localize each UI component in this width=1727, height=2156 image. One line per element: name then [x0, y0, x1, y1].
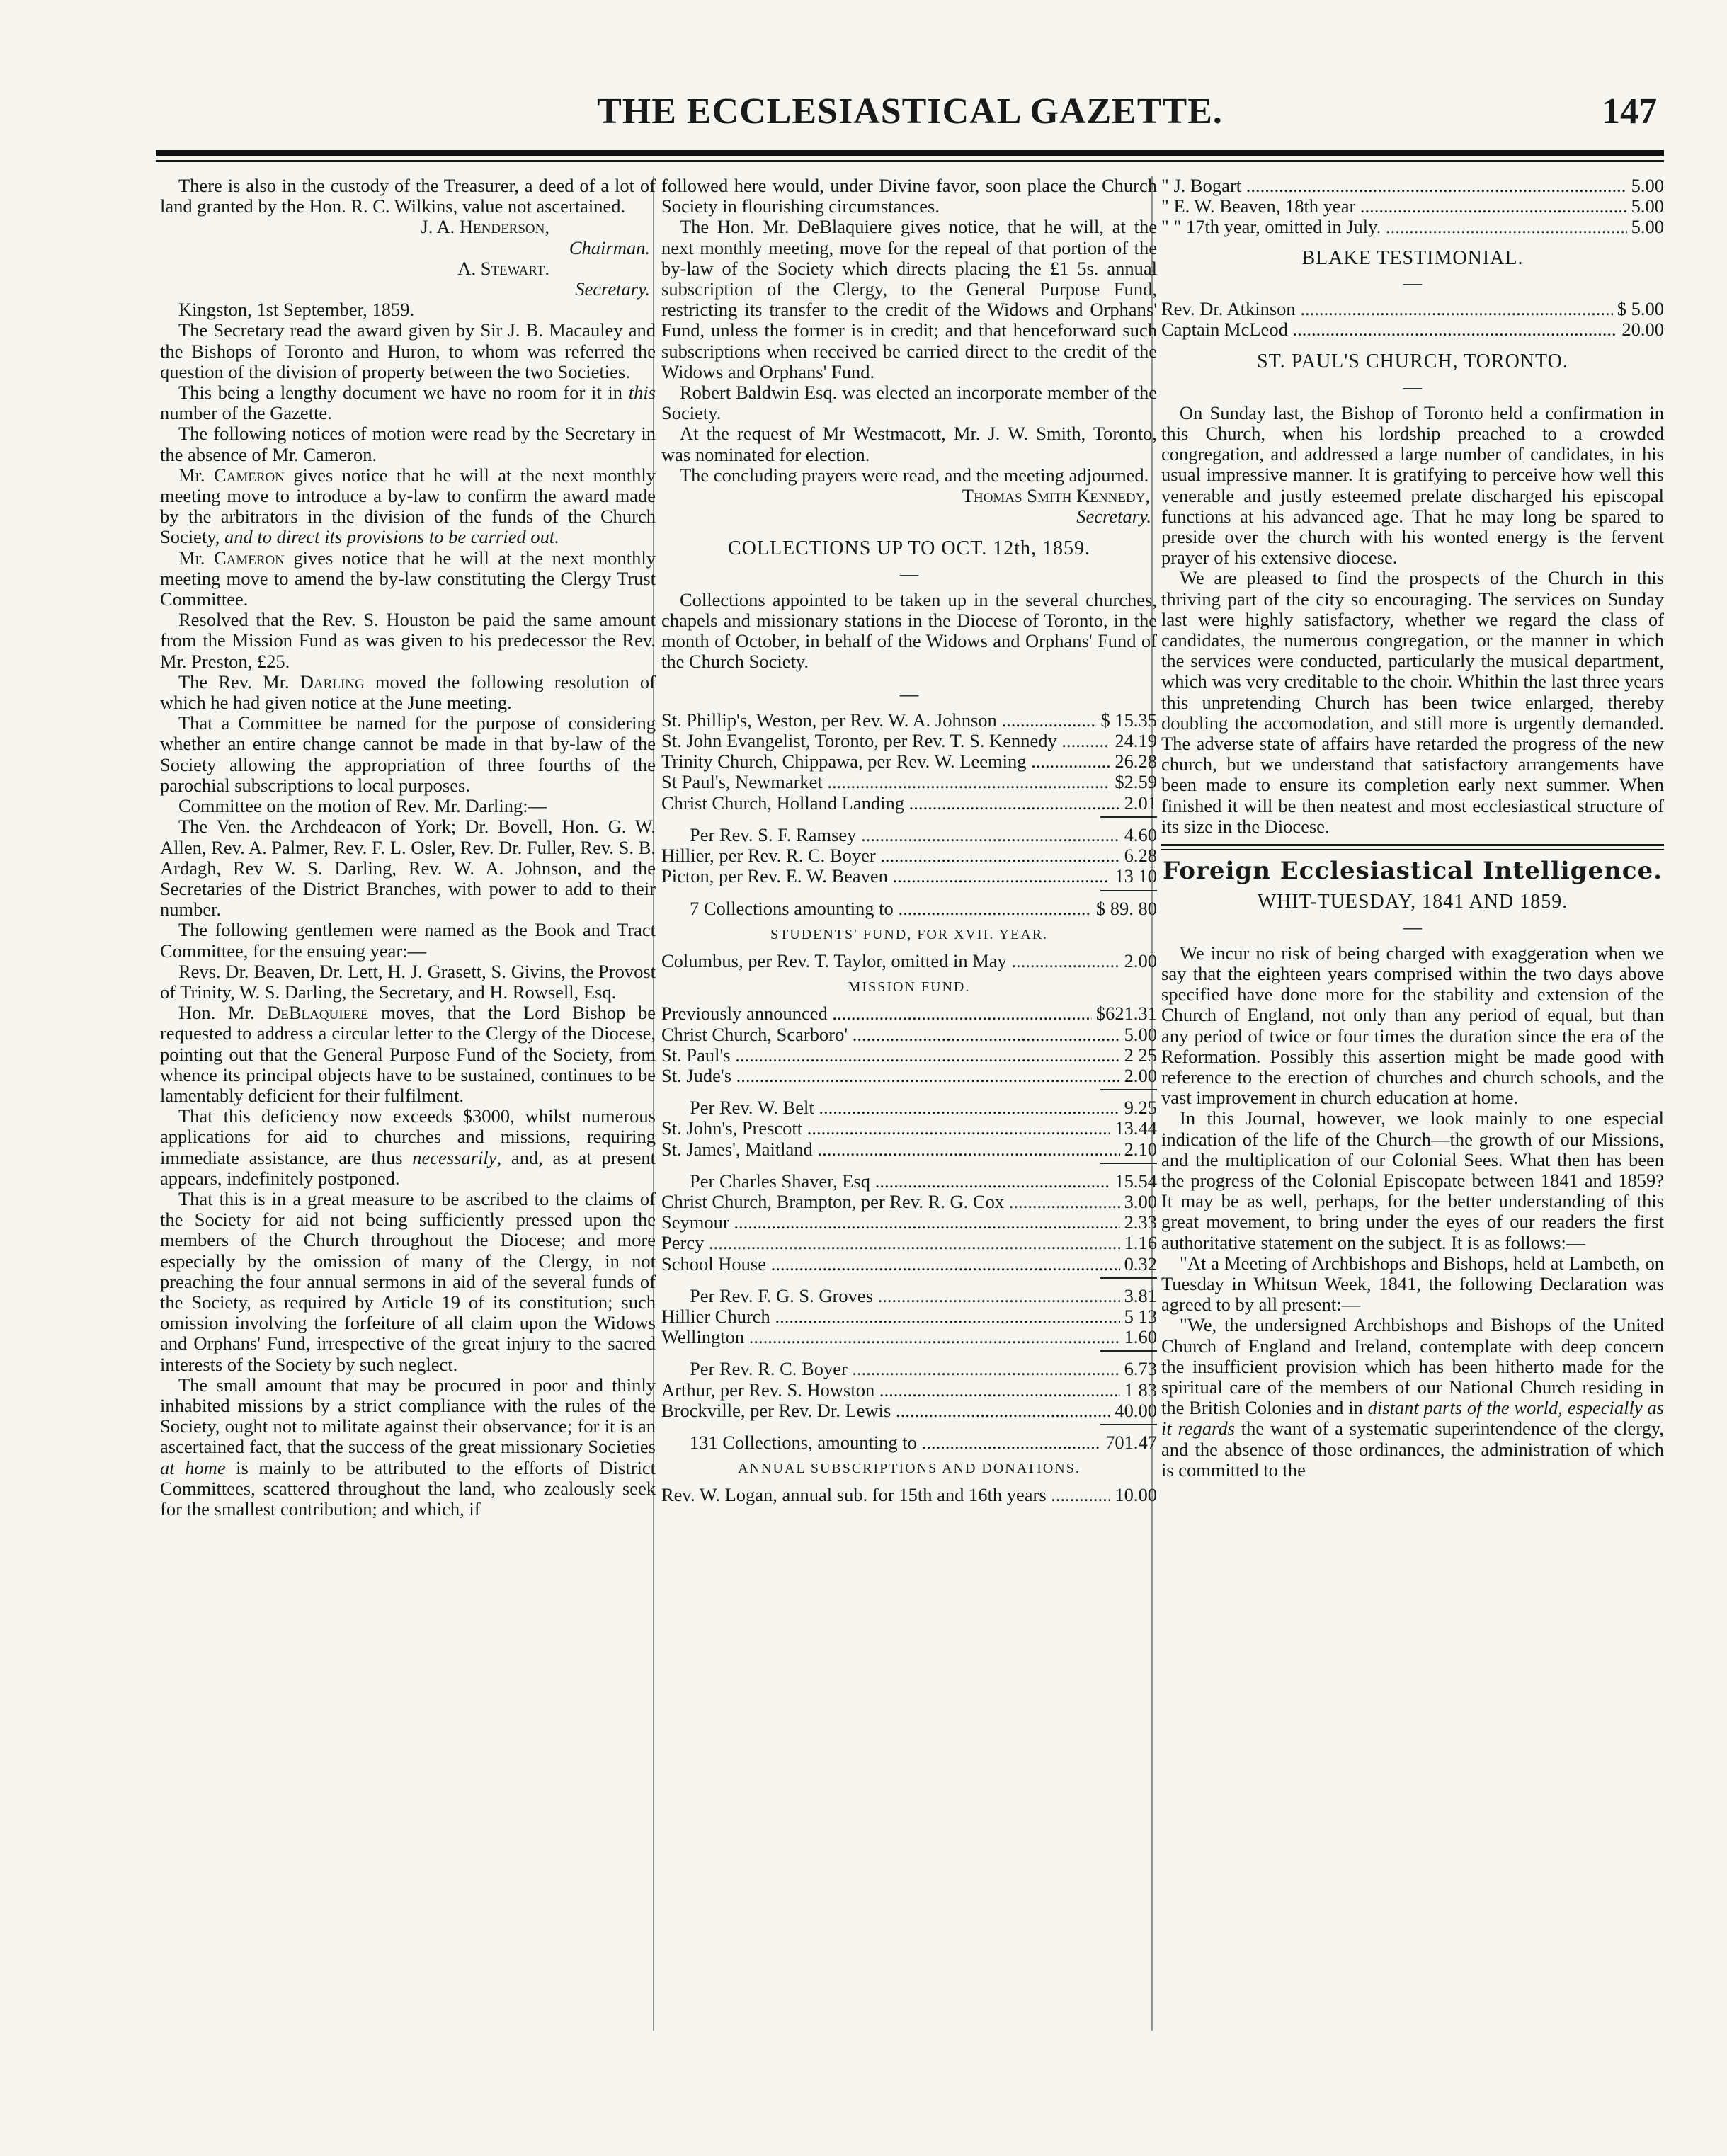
list-item: St. John's, Prescott ..... 13.44: [661, 1118, 1157, 1139]
list-item: Wellington ..... 1.60: [661, 1327, 1157, 1347]
list-item: Arthur, per Rev. S. Howston ..... 1 83: [661, 1380, 1157, 1401]
section-heading: STUDENTS' FUND, FOR XVII. YEAR.: [770, 926, 1049, 942]
signature-name: Thomas Smith Kennedy,: [962, 485, 1150, 507]
list-item: School House ..... 0.32: [661, 1254, 1157, 1274]
paragraph: The Secretary read the award given by Sir J. B. Macauley and the Bishops of Toronto and Huron, to whom was referred the question of the division of property between the two Societies.: [160, 319, 656, 382]
paragraph: The small amount that may be procured in poor and thinly inhabited missions by a strict compliance with the rules of the Society, ought not to militate against their observance; for it is an ascertained fact, that the success of the great missionary Societies at home is mainly to be attributed to the efforts of District Committees, scattered throughout the land, who zealously seek for the smallest contribution; and which, if: [160, 1374, 656, 1519]
column-2: [661, 176, 1157, 1506]
section-dash: —: [1403, 916, 1423, 937]
list-item: " J. Bogart ..... 5.00: [1161, 176, 1664, 196]
list-item: St Paul's, Newmarket ..... $2.59: [661, 772, 1157, 792]
list-item: St. James', Maitland ..... 2.10: [661, 1139, 1157, 1160]
subtotal-rule: [1100, 1163, 1157, 1164]
list-item: " " 17th year, omitted in July. ..... 5.00: [1161, 217, 1664, 237]
paragraph: That this is in a great measure to be ascribed to the claims of the Society for aid not being sufficiently pressed upon the members of the Church throughout the Diocese; and more especially by the omission of many of the Clergy, in not preaching the four annual sermons in aid of the several funds of the Society, as required by Article 19 of its constitution; such omission involving the forfeiture of all claim upon the Widows and Orphans' Fund, irrespective of the great injury to the sacred interests of the Society by such neglect.: [160, 1187, 656, 1375]
subtotal-rule: [1100, 1277, 1157, 1279]
paragraph: The Ven. the Archdeacon of York; Dr. Bovell, Hon. G. W. Allen, Rev. A. Palmer, Rev. F. L. Osler, Rev. Dr. Fuller, Rev. S. B. Ardagh, Rev W. S. Darling, Rev. W. A. Johnson, and the Secretaries of the District Branches, with power to add to their number.: [160, 816, 656, 920]
list-item: Previously announced ..... $621.31: [661, 1003, 1157, 1024]
header-rule-thick: [156, 150, 1664, 156]
list-item: Christ Church, Holland Landing ..... 2.01: [661, 793, 1157, 814]
list-item: Per Rev. W. Belt ..... 9.25: [661, 1097, 1157, 1118]
signature-name: A. Stewart.: [457, 257, 549, 279]
page-header: [163, 91, 1657, 140]
section-heading: MISSION FUND.: [848, 979, 971, 996]
paragraph: Committee on the motion of Rev. Mr. Darling:—: [178, 795, 547, 817]
paragraph: The following gentlemen were named as the Book and Tract Committee, for the ensuing year:—: [160, 919, 656, 962]
paragraph: Revs. Dr. Beaven, Dr. Lett, H. J. Grasett, S. Givins, the Provost of Trinity, W. S. Darling, the Secretary, and H. Rowsell, Esq.: [160, 960, 656, 1003]
collections-list: [661, 710, 1157, 919]
paragraph: In this Journal, however, we look mainly to one especial indication of the life of the Church—the growth of our Missions, and the multiplication of our Colonial Sees. What then has been the progress of the Colonial Episcopate between 1841 and 1859? It may be as well, perhaps, for the better understanding of this great movement, to bring under the eyes of our readers the first authoritative statement on the subject. It is as follows:—: [1161, 1107, 1664, 1253]
dateline: Kingston, 1st September, 1859.: [178, 299, 415, 321]
list-item: " E. W. Beaven, 18th year ..... 5.00: [1161, 196, 1664, 217]
subtotal-rule: [1100, 1424, 1157, 1425]
paragraph: We incur no risk of being charged with exaggeration when we say that the eighteen years comprised within the two days above specified have done more for the stability and extension of the Church of England, not only than any period of equal, but than any period of twice or four times the duration since the era of the Reformation. Possibly this assertion might be made good with reference to the erection of churches and church schools, and the vast improvement in church education at home.: [1161, 942, 1664, 1109]
paragraph: Mr. Cameron gives notice that he will at the next monthly meeting move to amend the by-law constituting the Clergy Trust Committee.: [160, 547, 656, 610]
signature-role: Secretary.: [575, 278, 650, 300]
list-item: Seymour ..... 2.33: [661, 1212, 1157, 1233]
total-row: 131 Collections, amounting to ..... 701.47: [661, 1432, 1157, 1453]
list-item: Per Charles Shaver, Esq ..... 15.54: [661, 1171, 1157, 1192]
list-item: St. Jude's ..... 2.00: [661, 1066, 1157, 1086]
subtotal-rule: [1100, 890, 1157, 891]
list-item: Captain McLeod ..... 20.00: [1161, 319, 1664, 340]
paragraph: On Sunday last, the Bishop of Toronto held a confirmation in this Church, when his lordship preached to a crowded congregation, and addressed a large number of candidates, in his usual impressive manner. It is gratifying to perceive how well this venerable and justly esteemed prelate discharged his episcopal functions at his advanced age. That he may long be spared to preside over the church with his wonted energy is the fervent prayer of his extensive diocese.: [1161, 401, 1664, 569]
mission-fund-list: [661, 1003, 1157, 1453]
list-item: Per Rev. R. C. Boyer ..... 6.73: [661, 1359, 1157, 1379]
list-item: Christ Church, Scarboro' ..... 5.00: [661, 1025, 1157, 1045]
paragraph: followed here would, under Divine favor, soon place the Church Society in flourishing circumstances.: [661, 175, 1157, 217]
signature-role: Chairman.: [569, 236, 650, 258]
list-item: St. John Evangelist, Toronto, per Rev. T. S. Kennedy ..... 24.19: [661, 731, 1157, 751]
paragraph: The Hon. Mr. DeBlaquiere gives notice, that he will, at the next monthly meeting, move for the repeal of that portion of the by-law of the Society which directs placing the £1 5s. annual subscription of the Clergy, to the General Purpose Fund, restricting its transfer to the credit of the Widows and Orphans' Fund, unless the former is in credit; and that henceforward such subscriptions when received be carried direct to the credit of the Widows and Orphans' Fund.: [661, 216, 1157, 382]
paragraph: The Rev. Mr. Darling moved the following resolution of which he had given notice at the June meeting.: [160, 671, 656, 714]
paragraph: Collections appointed to be taken up in the several churches, chapels and missionary stations in the Diocese of Toronto, in the month of October, in behalf of the Widows and Orphans' Fund of the Church Society.: [661, 588, 1157, 673]
list-item: Christ Church, Brampton, per Rev. R. G. Cox ..... 3.00: [661, 1192, 1157, 1212]
section-dash: —: [1403, 271, 1423, 293]
signature-name: J. A. Henderson,: [421, 216, 549, 238]
section-heading: BLAKE TESTIMONIAL.: [1301, 246, 1524, 269]
paragraph: Hon. Mr. DeBlaquiere moves, that the Lord Bishop be requested to address a circular letter to the Clergy of the Diocese, pointing out that the General Purpose Fund of the Society, from whence its principal objects have to be sustained, continues to be lamentably deficient for their fulfilment.: [160, 1002, 656, 1106]
list-item: Columbus, per Rev. T. Taylor, omitted in May ..... 2.00: [661, 951, 1157, 971]
paragraph: We are pleased to find the prospects of the Church in this thriving part of the city so encouraging. The services on Sunday last were highly satisfactory, whether we regard the class of candidates, the numerous congregation, or the manner in which the services were conducted, particularly the musical department, which was very creditable to the choir. Whithin the last three years this unpretending Church has been twice enlarged, thereby doubling the accomodation, and still more is urgently demanded. The adverse state of affairs have retarded the progress of the new church, but we understand that satisfactory arrangements have been made to ensure its completion early next summer. When finished it will be then neatest and most ecclesiastical structure of its size in the Diocese.: [1161, 567, 1664, 837]
list-item: Percy ..... 1.16: [661, 1233, 1157, 1253]
paragraph: Resolved that the Rev. S. Houston be paid the same amount from the Mission Fund as was given to his predecessor the Rev. Mr. Preston, £25.: [160, 609, 656, 672]
header-rule-thin: [156, 160, 1664, 162]
list-item: Hillier Church ..... 5 13: [661, 1306, 1157, 1327]
list-item: Per Rev. S. F. Ramsey ..... 4.60: [661, 825, 1157, 845]
section-heading: ST. PAUL'S CHURCH, TORONTO.: [1257, 350, 1568, 373]
section-dash: —: [899, 562, 919, 584]
list-item: Rev. W. Logan, annual sub. for 15th and 16th years ..... 10.00: [661, 1485, 1157, 1505]
section-heading: ANNUAL SUBSCRIPTIONS AND DONATIONS.: [738, 1461, 1081, 1477]
subtotal-rule: [1100, 1089, 1157, 1090]
subtotal-rule: [1100, 816, 1157, 818]
list-item: Rev. Dr. Atkinson ..... $ 5.00: [1161, 299, 1664, 319]
paragraph: "We, the undersigned Archbishops and Bishops of the United Church of England and Ireland, contemplate with deep concern the insufficient provision which has been hitherto made for the spiritual care of the members of our National Church residing in the British Colonies and in distant parts of the world, especially as it regards the want of a systematic superintendence of the clergy, and the absence of those ordinances, the administration of which is committed to the: [1161, 1314, 1665, 1481]
paragraph: There is also in the custody of the Treasurer, a deed of a lot of land granted by the Hon. R. C. Wilkins, value not ascertained.: [160, 175, 656, 217]
section-heading: Foreign Ecclesiastical Intelligence.: [1163, 857, 1663, 886]
subtotal-rule: [1100, 1350, 1157, 1352]
section-subheading: WHIT-TUESDAY, 1841 AND 1859.: [1257, 891, 1568, 913]
total-row: 7 Collections amounting to ..... $ 89. 80: [661, 899, 1157, 919]
paragraph: The following notices of motion were read by the Secretary in the absence of Mr. Cameron.: [160, 423, 656, 465]
list-item: St. Phillip's, Weston, per Rev. W. A. Johnson ..... $ 15.35: [661, 710, 1157, 731]
section-dash: —: [1403, 375, 1423, 397]
section-dash: —: [899, 683, 919, 705]
paragraph: That this deficiency now exceeds $3000, whilst numerous applications for aid to churches and missions, requiring immediate assistance, are thus necessarily, and, as at present appears, indefinitely postponed.: [160, 1105, 656, 1189]
column-1: [160, 176, 656, 1519]
list-item: Brockville, per Rev. Dr. Lewis ..... 40.00: [661, 1401, 1157, 1421]
section-rule: [1161, 844, 1664, 850]
paragraph: At the request of Mr Westmacott, Mr. J. W. Smith, Toronto, was nominated for election.: [661, 423, 1157, 465]
page-number: 147: [1602, 91, 1657, 132]
paragraph: This being a lengthy document we have no room for it in this number of the Gazette.: [160, 382, 656, 424]
list-item: Trinity Church, Chippawa, per Rev. W. Leeming ..... 26.28: [661, 751, 1157, 772]
section-heading: COLLECTIONS UP TO OCT. 12th, 1859.: [727, 537, 1091, 560]
signature-role: Secretary.: [1076, 506, 1151, 527]
paragraph: Robert Baldwin Esq. was elected an incorporate member of the Society.: [661, 382, 1157, 424]
paragraph: Mr. Cameron gives notice that he will at the next monthly meeting move to introduce a by-law to confirm the award made by the arbitrators in the division of the funds of the Church Society, and to direct its provisions to be carried out.: [160, 464, 656, 548]
list-item: Per Rev. F. G. S. Groves ..... 3.81: [661, 1286, 1157, 1306]
list-item: Hillier, per Rev. R. C. Boyer ..... 6.28: [661, 845, 1157, 866]
paragraph: "At a Meeting of Archbishops and Bishops, held at Lambeth, on Tuesday in Whitsun Week, 1841, the following Declaration was agreed to by all present:—: [1161, 1252, 1664, 1316]
list-item: St. Paul's ..... 2 25: [661, 1045, 1157, 1066]
page-title: THE ECCLESIASTICAL GAZETTE.: [597, 91, 1223, 132]
list-item: Picton, per Rev. E. W. Beaven ..... 13 10: [661, 866, 1157, 886]
column-3: [1161, 176, 1664, 1481]
paragraph: The concluding prayers were read, and the meeting adjourned.: [680, 464, 1149, 486]
paragraph: That a Committee be named for the purpose of considering whether an entire change cannot be made in that by-law of the Society allowing the appropriation of three fourths of the parochial subscriptions to local purposes.: [160, 712, 656, 796]
